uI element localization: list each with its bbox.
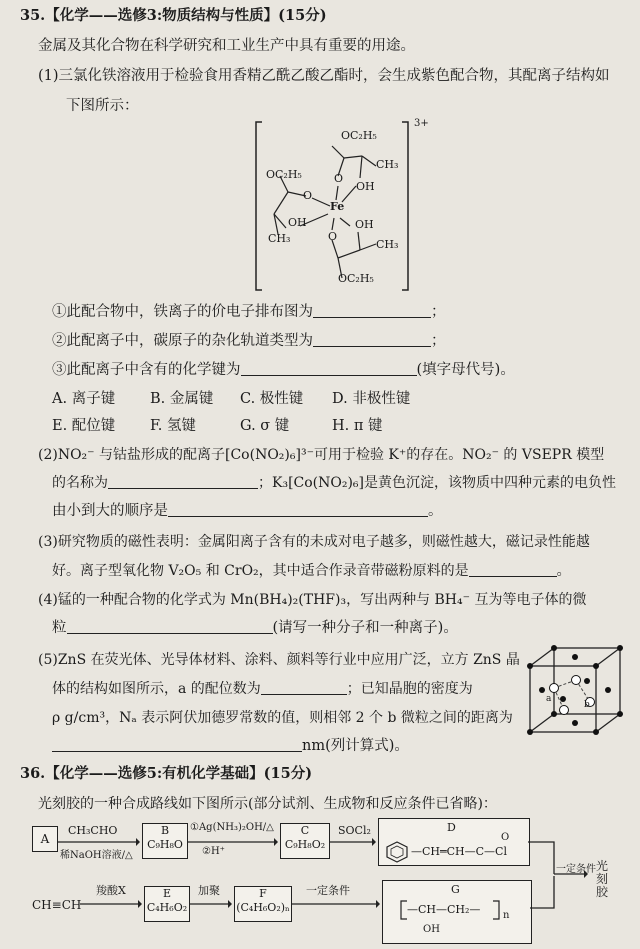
- q35-q1b: ②此配离子中，碳原子的杂化轨道类型为 ；: [52, 333, 446, 349]
- arrow-e-to-f: [190, 900, 232, 908]
- q35-p5-line1: (5)ZnS 在荧光体、光导体材料、涂料、颜料等行业中应用广泛，立方 ZnS 晶: [38, 652, 520, 668]
- complex-oh-left: OH: [288, 216, 307, 229]
- q35-p2-line3: 由小到大的顺序是 。: [52, 503, 443, 519]
- q35-p3-line1: (3)研究物质的磁性表明：金属阳离子含有的未成对电子越多，则磁性越大，磁记录性能越: [38, 534, 590, 550]
- q35-p2-line1: (2)NO₂⁻ 与钴盐形成的配离子[Co(NO₂)₆]³⁻可用于检验 K⁺的存在。NO₂⁻ 的 VSEPR 模型: [38, 447, 605, 463]
- compound-e-box: E C₄H₆O₂: [144, 886, 190, 922]
- complex-o-top: O: [334, 172, 344, 185]
- step1-reagent: CH₃CHO: [68, 824, 118, 837]
- complex-ch3-top: CH₃: [376, 158, 399, 171]
- choice-c: C. 极性键: [240, 391, 304, 407]
- arrow-acetylene-to-e: [80, 900, 142, 908]
- complex-ch3-left: CH₃: [268, 232, 291, 245]
- arrow-c-to-d: [330, 838, 376, 846]
- q35-p4-line1: (4)锰的一种配合物的化学式为 Mn(BH₄)₂(THF)₃，写出两种与 BH₄⁻ 互为等电子体的微: [38, 592, 587, 608]
- product-photoresist: 光 刻 胶: [596, 859, 609, 899]
- q35-p1-line1: (1)三氯化铁溶液用于检验食用香精乙酰乙酸乙酯时，会生成紫色配合物，其配离子结构如: [38, 68, 610, 84]
- compound-b-box: B C₉H₈O: [142, 823, 188, 859]
- choice-h: H. π 键: [332, 418, 383, 434]
- step7-condition: 一定条件: [556, 864, 596, 875]
- complex-oh-top: OH: [356, 180, 375, 193]
- complex-o-left: O: [303, 189, 313, 202]
- q35-p4-line2: 粒 (请写一种分子和一种离子)。: [52, 620, 458, 636]
- complex-charge: 3+: [414, 118, 429, 129]
- arrow-f-to-g: [292, 900, 380, 908]
- q35-p5-line2: 体的结构如图所示，a 的配位数为 ；已知晶胞的密度为: [52, 681, 473, 697]
- complex-oc2h5-top: OC₂H₅: [341, 129, 377, 142]
- cell-label-a: a: [546, 694, 552, 704]
- compound-g-box: G —CH—CH₂— n OH: [382, 880, 532, 944]
- complex-oc2h5-left: OC₂H₅: [266, 168, 302, 181]
- step2-acid: ②H⁺: [202, 846, 225, 857]
- compound-d-box: D O —CH═CH—C—Cl: [378, 818, 530, 866]
- choice-e: E. 配位键: [52, 418, 116, 434]
- step3-reagent: SOCl₂: [338, 824, 371, 837]
- q35-q1a: ①此配合物中，铁离子的价电子排布图为 ；: [52, 304, 446, 320]
- choice-d: D. 非极性键: [332, 391, 411, 407]
- step2-reagent: ①Ag(NH₃)₂OH/△: [190, 822, 274, 833]
- q35-p5-line3: ρ g/cm³，Nₐ 表示阿伏加德罗常数的值，则相邻 2 个 b 微粒之间的距离为: [52, 710, 513, 726]
- choice-b: B. 金属键: [150, 391, 214, 407]
- step5-reagent: 加聚: [198, 884, 220, 897]
- step1-condition: 稀NaOH溶液/△: [60, 850, 133, 861]
- compound-c-box: C C₉H₈O₂: [280, 823, 330, 859]
- complex-oc2h5-bottom: OC₂H₅: [338, 272, 374, 285]
- cell-label-b: b: [584, 700, 590, 710]
- q35-p2-line2: 的名称为 ；K₃[Co(NO₂)₆]是黄色沉淀，该物质中四种元素的电负性: [52, 475, 617, 491]
- q36-header: 36.【化学——选修5:有机化学基础】(15分): [20, 765, 313, 782]
- step6-condition: 一定条件: [306, 884, 350, 897]
- complex-oh-bottom: OH: [355, 218, 374, 231]
- choice-g: G. σ 键: [240, 418, 290, 434]
- complex-o-bottom: O: [328, 230, 338, 243]
- complex-fe-center: Fe: [330, 200, 345, 213]
- arrow-g-up: [530, 872, 560, 912]
- zns-unit-cell: [524, 644, 628, 740]
- choice-a: A. 离子键: [52, 391, 116, 407]
- q35-q1c: ③此配离子中含有的化学键为 (填字母代号)。: [52, 362, 515, 378]
- arrow-a-to-b: [58, 838, 140, 846]
- q35-p3-line2: 好。离子型氧化物 V₂O₅ 和 CrO₂，其中适合作录音带磁粉原料的是 。: [52, 563, 571, 579]
- q36-intro: 光刻胶的一种合成路线如下图所示(部分试剂、生成物和反应条件已省略)：: [38, 796, 497, 812]
- q35-p1-line2: 下图所示：: [66, 98, 139, 114]
- step4-reagent: 羧酸X: [96, 884, 126, 897]
- q35-header: 35.【化学——选修3:物质结构与性质】(15分): [20, 7, 327, 24]
- compound-a-box: A: [32, 826, 58, 852]
- complex-ch3-bottom: CH₃: [376, 238, 399, 251]
- q35-p5-line4: nm(列计算式)。: [52, 736, 409, 756]
- choice-f: F. 氢键: [150, 418, 197, 434]
- acetylene: CH≡CH: [32, 898, 82, 912]
- arrow-b-to-c: [188, 838, 278, 846]
- compound-f-box: F (C₄H₆O₂)ₙ: [234, 886, 292, 922]
- q35-intro: 金属及其化合物在科学研究和工业生产中具有重要的用途。: [38, 38, 415, 54]
